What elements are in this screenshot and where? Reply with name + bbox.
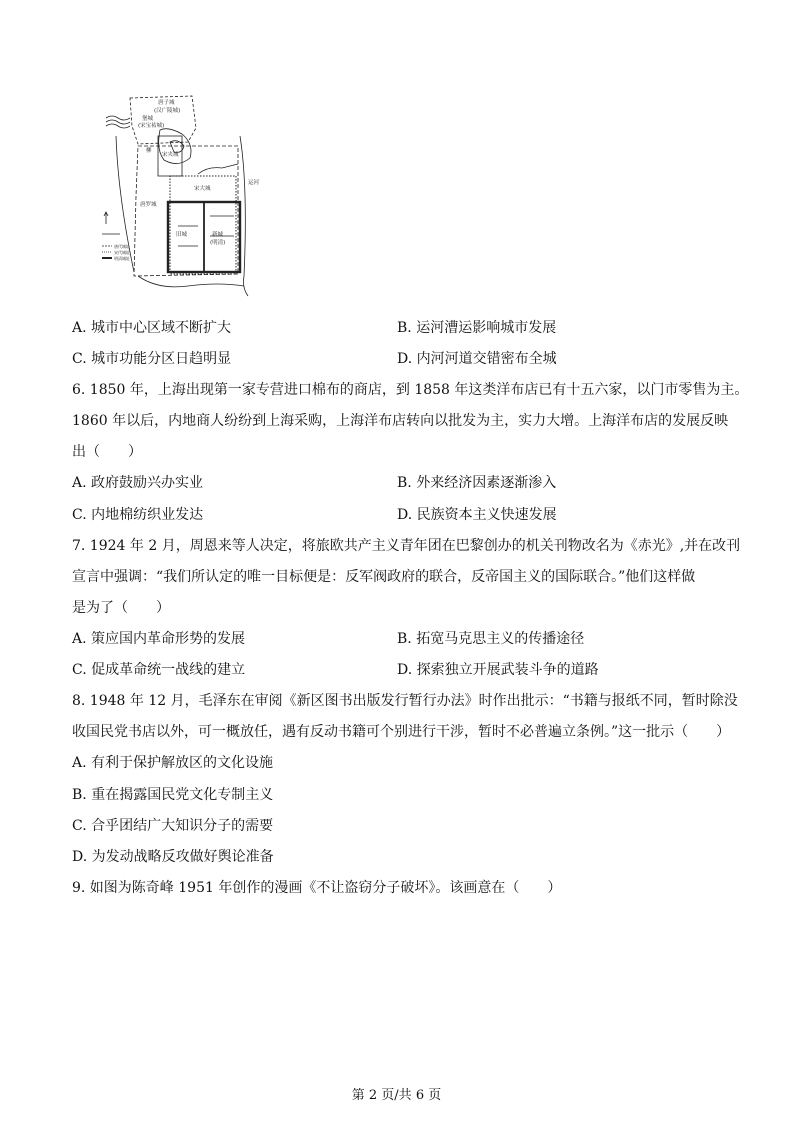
q6-option-d: D. 民族资本主义快速发展 [397,507,557,523]
q6-stem-line-2: 1860 年以后，内地商人纷纷到上海采购，上海洋布店转向以批发为主，实力大增。上海洋布店的发展反映 [72,413,729,429]
q9-stem-line-1: 9. 如图为陈奇峰 1951 年创作的漫画《不让盗窃分子破坏》。该画意在（ ） [72,880,562,896]
yangzhou-city-map [98,76,270,298]
q8-option-b: B. 重在揭露国民党文化专制主义 [72,787,274,803]
q5-option-d: D. 内河河道交错密布全城 [397,351,557,367]
map-label-han-guangling: (汉广陵城) [154,108,181,114]
map-legend-song: 宋代城址 [114,250,130,255]
q7-stem-line-2: 宣言中强调：“我们所认定的唯一目标便是：反军阀政府的联合，反帝国主义的国际联合。”他们这样做 [72,569,696,585]
q7-option-a: A. 策应国内革命形势的发展 [72,631,246,647]
q6-stem-line-3: 出（ ） [72,444,142,460]
q6-option-a: A. 政府鼓励兴办实业 [72,475,204,491]
q6-option-c: C. 内地棉纺织业发达 [72,507,204,523]
q7-option-b: B. 拓宽马克思主义的传播途径 [397,631,585,647]
q7-stem-line-1: 7. 1924 年 2 月，周恩来等人决定，将旅欧共产主义青年团在巴黎创办的机关刊物改名为《赤光》,并在改刊 [72,538,741,554]
map-label-jiacheng: 堡城 [142,116,154,122]
map-label-song-jiacheng: 宋夹城 [162,152,179,158]
q8-option-d: D. 为发动战略反攻做好舆论准备 [72,849,274,865]
map-label-jiu-cheng: 旧城 [176,232,188,238]
map-label-song-dacheng: 宋大城 [194,186,211,192]
q5-option-c: C. 城市功能分区日趋明显 [72,351,232,367]
map-legend-tang: 唐代城址 [114,244,130,249]
map-label-liu: 柳 [146,148,152,154]
q5-option-b: B. 运河漕运影响城市发展 [397,320,557,336]
map-label-tang-zicheng: 唐子城 [158,100,175,106]
q7-stem-line-3: 是为了（ ） [72,600,170,616]
q8-stem-line-2: 收国民党书店以外，可一概放任，遇有反动书籍可个别进行干涉，暂时不必普遍立条例。”这一批示（ ） [72,724,731,740]
q8-stem-line-1: 8. 1948 年 12 月，毛泽东在审阅《新区图书出版发行暂行办法》时作出批示：“书籍与报纸不同，暂时除没 [72,693,738,709]
map-label-xin-cheng: 新城 [212,232,224,238]
q5-option-a: A. 城市中心区域不断扩大 [72,320,232,336]
q7-option-d: D. 探索独立开展武装斗争的道路 [397,662,599,678]
map-label-yun-he: 运河 [248,180,260,186]
q8-option-a: A. 有利于保护解放区的文化设施 [72,755,274,771]
map-legend-ming: 明清城址 [114,256,130,261]
q7-option-c: C. 促成革命统一战线的建立 [72,662,246,678]
map-label-ming-qing: (明清) [210,240,226,246]
q6-stem-line-1: 6. 1850 年，上海出现第一家专营进口棉布的商店，到 1858 年这类洋布店已有十五六家，以门市零售为主。 [72,382,749,398]
map-label-tang-luocheng: 唐罗城 [140,202,157,208]
map-label-song-baoyou: (宋宝祐城) [138,123,165,129]
page-number: 第 2 页/共 6 页 [351,1088,442,1103]
q6-option-b: B. 外来经济因素逐渐渗入 [397,475,557,491]
q8-option-c: C. 合乎团结广大知识分子的需要 [72,818,274,834]
